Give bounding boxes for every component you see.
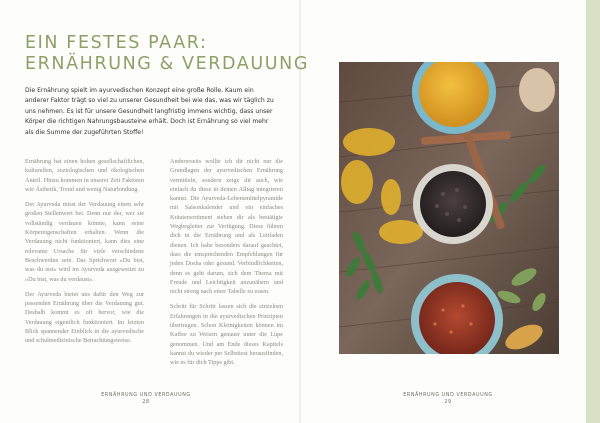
footer-left	[96, 393, 196, 406]
body-paragraph: Andererseits wollte ich dir nicht nur die Grundlagen der ayurvedischen Ernährung vermitteln, sondern zeige dir auch, wie einfach du diese in deinen Alltag integrieren kannst. Die Ayurveda-Lebensmittelpyramide mit Saisonkalender und ein einfaches Kräutersortiment stehen dir als bestätigte Wegbegleiter zur Verfügung. Diese führen dich in die Ernährung und als Leitfaden dienen. Ich habe besonders darauf geachtet, dass die entsprechenden Empfehlungen für jeden Dosha oder gesund. Verbindlichkeiten, denn es geht darum, sich dem Thema mit Freude und Leichtigkeit anzunähern und nicht streng nach einer Tabelle zu essen.	[170, 158, 283, 296]
body-paragraph: Ernährung hat einen hohen gesellschaftlichen, kulturellen, soziologischen und ökologischen Anteil. Hinzu kommen in unserer Zeit Faktoren wie Ästhetik, Trend und wenig Naturbindung.	[25, 158, 144, 193]
chapter-title	[25, 33, 309, 75]
page-number: 29	[444, 399, 452, 405]
page-number: 28	[142, 399, 150, 405]
page-edge-band	[586, 0, 600, 423]
running-footer-label: ERNÄHRUNG UND VERDAUUNG	[403, 393, 493, 398]
running-footer-label: ERNÄHRUNG UND VERDAUUNG	[101, 393, 191, 398]
chapter-title-line-1: EIN FESTES PAAR:	[25, 33, 208, 53]
body-paragraph: Der Ayurveda misst der Verdauung einen sehr großen Stellenwert bei. Denn nur der, wer sie vollständig verdauen könnte, kann seine Körpereigenschaften erhalten. Wenn die Verdauung nicht funktioniert, kann dies eine relevante Ursache für viele verschiedene Beschwerden sein. Das Sprichwort »Du bist, was du isst« wird im Ayurveda ausgeweitet zu »Du bist, was du verdaust«.	[25, 201, 144, 283]
intro-paragraph: Die Ernährung spielt im ayurvedischen Konzept eine große Rolle. Kaum ein anderer Faktor trägt so viel zu unserer Gesundheit bei wie das, was wir täglich zu uns nehmen. Es ist für unsere Gesundheit langfristig immens wichtig, dass unser Körper die richtigen Nahrungsbausteine erhält. Doch ist Ernährung so viel mehr als die Summe der zugeführten Stoffe!	[25, 87, 274, 136]
spice-bowls-photo	[339, 62, 559, 354]
body-column-left	[25, 157, 144, 352]
body-column-right	[170, 157, 283, 374]
body-paragraph: Der Ayurveda bietet uns dafür den Weg zur passenden Ernährung über die Verdauung gut. Deshalb kommt es oft hervor, wie die Verdauung eigentlich funktioniert. Im letzten Blick spannender Einblick in die ayurvedische und schulmedizinische Betrachtungsweise.	[25, 290, 144, 345]
chapter-title-line-2: ERNÄHRUNG & VERDAUUNG	[25, 54, 310, 74]
spice-photo-illustration	[339, 62, 559, 354]
body-paragraph: Schritt für Schritt lassen sich die einzelnen Erfahrungen in die ayurvedischen Prinzipien übertragen. Schon Kleinigkeiten können im Kaffee zu Weisen genauer unter die Lupe genommen. Und am Ende dieses Kapitels kannst du wieder per Selbsttest herausfinden, wie es für dich Tipps gibt.	[170, 303, 283, 367]
footer-right	[398, 393, 498, 406]
